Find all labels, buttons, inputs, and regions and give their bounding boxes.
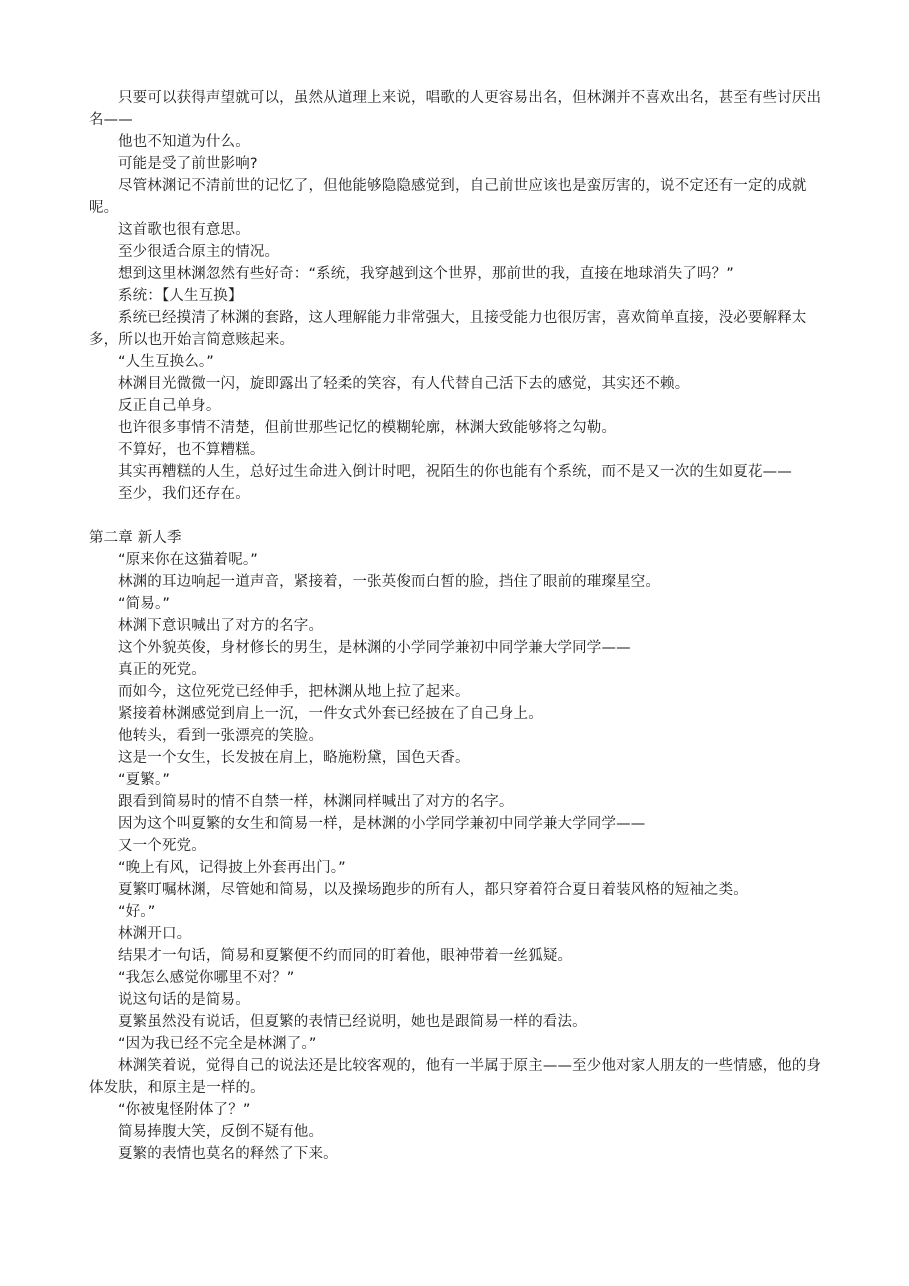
paragraph: 夏繁的表情也莫名的释然了下来。 (118, 1146, 338, 1162)
paragraph: 至少，我们还存在。 (118, 486, 250, 502)
paragraph: 想到这里林渊忽然有些好奇：“系统，我穿越到这个世界，那前世的我，直接在地球消失了吗？” (118, 266, 734, 282)
paragraph: 林渊的耳边响起一道声音，紧接着，一张英俊而白皙的脸，挡住了眼前的璀璨星空。 (118, 574, 661, 590)
section-one (89, 87, 824, 505)
paragraph: 夏繁叮嘱林渊，尽管她和简易，以及操场跑步的所有人，都只穿着符合夏日着装风格的短袖之类。 (118, 882, 748, 898)
paragraph: 跟看到简易时的情不自禁一样，林渊同样喊出了对方的名字。 (118, 794, 514, 810)
paragraph: 结果才一句话，简易和夏繁便不约而同的盯着他，眼神带着一丝狐疑。 (118, 948, 573, 964)
paragraph: 他转头，看到一张漂亮的笑脸。 (118, 728, 324, 744)
paragraph: “夏繁。” (118, 772, 171, 788)
paragraph: “人生互换么。” (118, 354, 214, 370)
paragraph: 尽管林渊记不清前世的记忆了，但他能够隐隐感觉到，自己前世应该也是蛮厉害的，说不定还有一定的成就呢。 (89, 178, 807, 216)
paragraph: 而如今，这位死党已经伸手，把林渊从地上拉了起来。 (118, 684, 470, 700)
paragraph: “我怎么感觉你哪里不对？” (118, 970, 295, 986)
section-gap (89, 505, 824, 527)
paragraph: “因为我已经不完全是林渊了。” (118, 1036, 317, 1052)
paragraph: 这个外貌英俊，身材修长的男生，是林渊的小学同学兼初中同学兼大学同学—— (118, 640, 631, 656)
paragraph: “简易。” (118, 596, 171, 612)
paragraph: 系统：【人生互换】 (118, 288, 243, 304)
paragraph: “原来你在这猫着呢。” (118, 552, 258, 568)
paragraph: 林渊开口。 (118, 926, 192, 942)
paragraph: 也许很多事情不清楚，但前世那些记忆的模糊轮廓，林渊大致能够将之勾勒。 (118, 420, 617, 436)
paragraph: 只要可以获得声望就可以，虽然从道理上来说，唱歌的人更容易出名，但林渊并不喜欢出名，甚至有些讨厌出名—— (89, 90, 822, 128)
paragraph: 系统已经摸清了林渊的套路，这人理解能力非常强大，且接受能力也很厉害，喜欢简单直接，没必要解释太多，所以也开始言简意赅起来。 (89, 310, 807, 348)
paragraph: 可能是受了前世影响? (118, 156, 258, 172)
paragraph: “你被鬼怪附体了？” (118, 1102, 251, 1118)
paragraph: “好。” (118, 904, 156, 920)
document-page (89, 87, 824, 1165)
paragraph: 说这句话的是简易。 (118, 992, 250, 1008)
paragraph: 这是一个女生，长发披在肩上，略施粉黛，国色天香。 (118, 750, 470, 766)
paragraph: 他也不知道为什么。 (118, 134, 250, 150)
paragraph: 林渊下意识喊出了对方的名字。 (118, 618, 324, 634)
paragraph: 夏繁虽然没有说话，但夏繁的表情已经说明，她也是跟简易一样的看法。 (118, 1014, 587, 1030)
paragraph: 反正自己单身。 (118, 398, 221, 414)
paragraph: 又一个死党。 (118, 838, 206, 854)
paragraph: “晚上有风，记得披上外套再出门。” (118, 860, 346, 876)
paragraph: 简易捧腹大笑，反倒不疑有他。 (118, 1124, 324, 1140)
paragraph: 这首歌也很有意思。 (118, 222, 250, 238)
paragraph: 至少很适合原主的情况。 (118, 244, 280, 260)
paragraph: 真正的死党。 (118, 662, 206, 678)
paragraph: 林渊笑着说，觉得自己的说法还是比较客观的，他有一半属于原主——至少他对家人朋友的一些情感，他的身体发肤，和原主是一样的。 (89, 1058, 822, 1096)
paragraph: 林渊目光微微一闪，旋即露出了轻柔的笑容，有人代替自己活下去的感觉，其实还不赖。 (118, 376, 690, 392)
paragraph: 因为这个叫夏繁的女生和简易一样，是林渊的小学同学兼初中同学兼大学同学—— (118, 816, 646, 832)
paragraph: 紧接着林渊感觉到肩上一沉，一件女式外套已经披在了自己身上。 (118, 706, 543, 722)
paragraph: 其实再糟糕的人生，总好过生命进入倒计时吧，祝陌生的你也能有个系统，而不是又一次的生如夏花—— (118, 464, 792, 480)
chapter-title: 第二章 新人季 (89, 530, 182, 546)
section-two (89, 549, 824, 1165)
paragraph: 不算好，也不算糟糕。 (118, 442, 265, 458)
